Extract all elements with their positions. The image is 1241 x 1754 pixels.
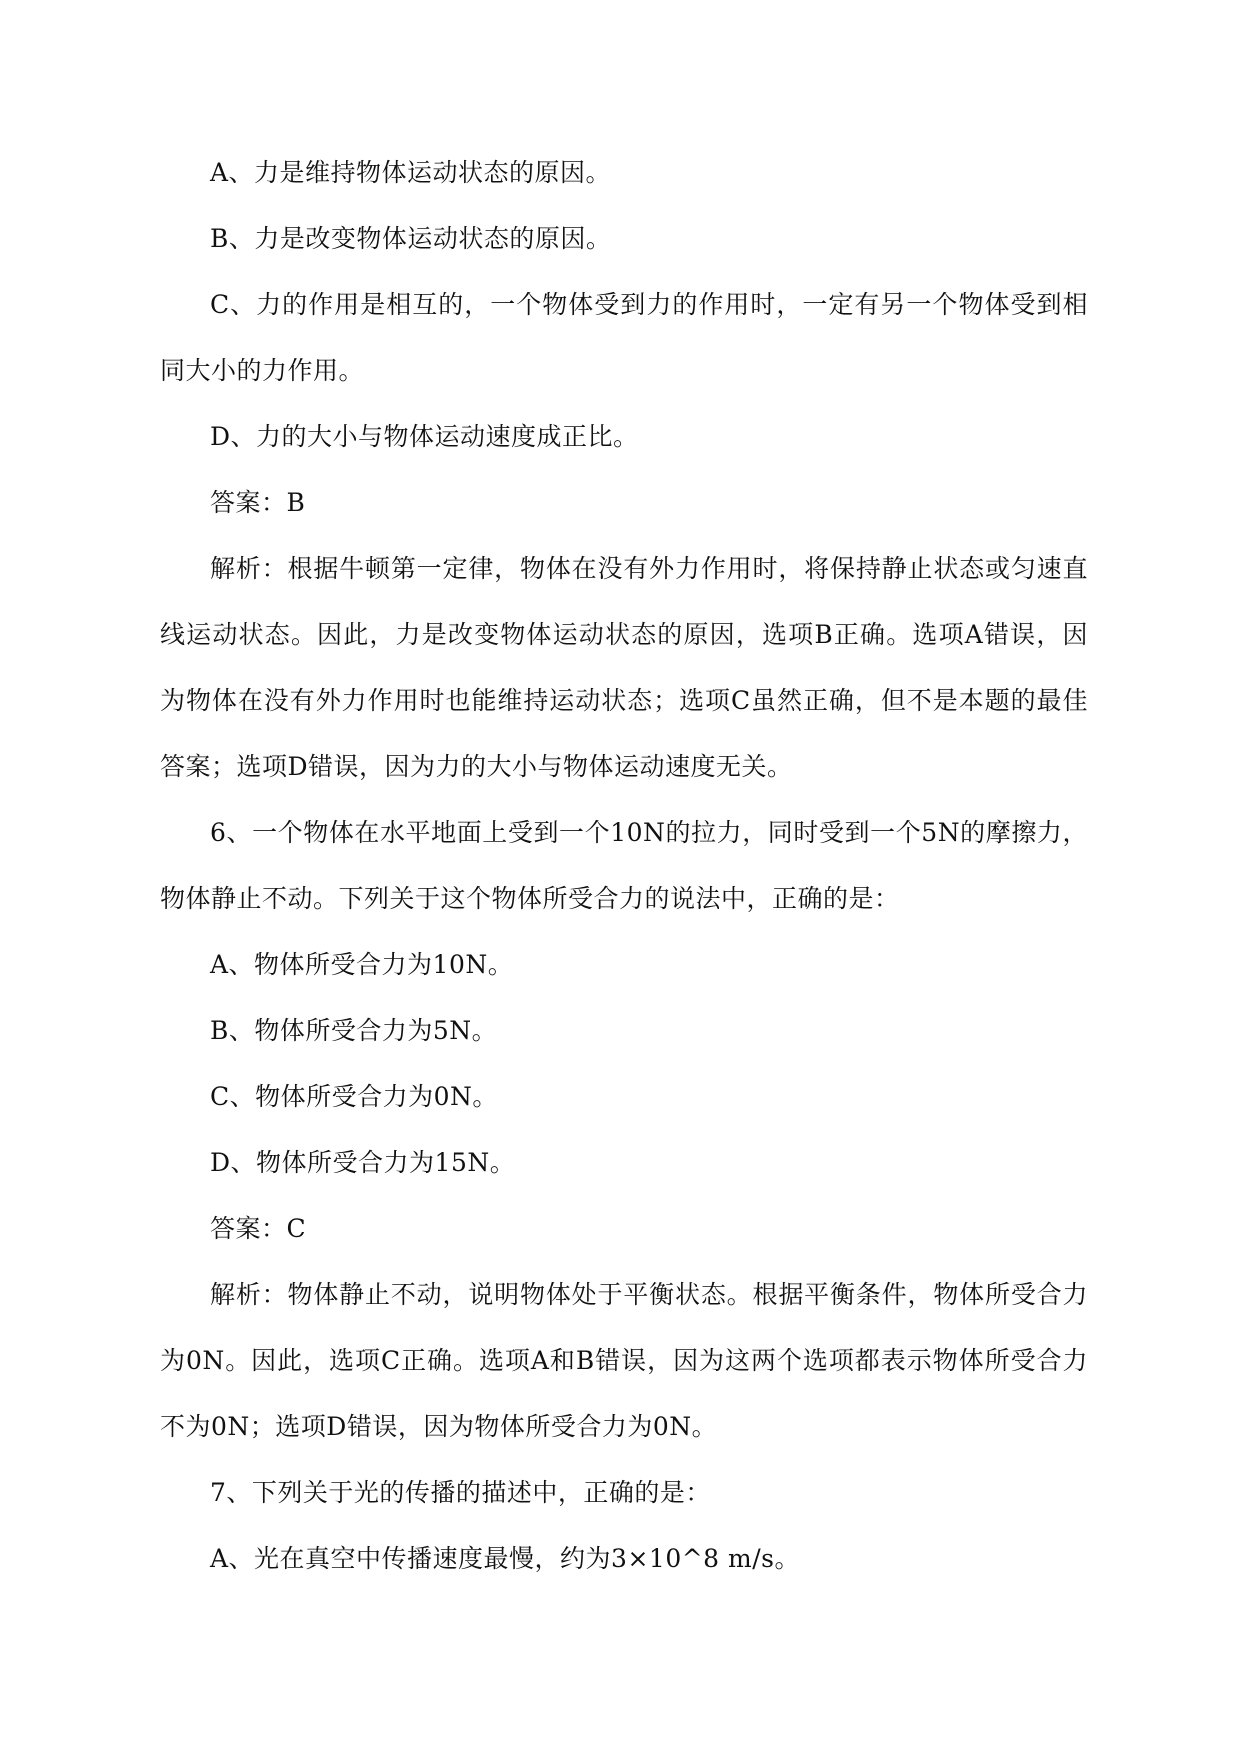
option-a-q6: A、物体所受合力为10N。 <box>210 950 514 979</box>
option-c-q6: C、物体所受合力为0N。 <box>210 1082 498 1111</box>
option-d-q6: D、物体所受合力为15N。 <box>210 1148 516 1177</box>
explanation-q5: 解析：根据牛顿第一定律，物体在没有外力作用时，将保持静止状态或匀速直线运动状态。因此，力是改变物体运动状态的原因，选项B正确。选项A错误，因为物体在没有外力作用时也能维持运动状态；选项C虽然正确，但不是本题的最佳答案；选项D错误，因为力的大小与物体运动速度无关。 <box>160 554 1088 781</box>
document-body <box>160 140 1088 1592</box>
explanation-q6: 解析：物体静止不动，说明物体处于平衡状态。根据平衡条件，物体所受合力为0N。因此，选项C正确。选项A和B错误，因为这两个选项都表示物体所受合力不为0N；选项D错误，因为物体所受合力为0N。 <box>160 1280 1088 1441</box>
option-a-q7: A、光在真空中传播速度最慢，约为3×10^8 m/s。 <box>210 1544 800 1573</box>
option-d-q5: D、力的大小与物体运动速度成正比。 <box>210 422 639 451</box>
option-a-q5: A、力是维持物体运动状态的原因。 <box>210 158 612 187</box>
answer-q5: 答案：B <box>210 488 306 517</box>
option-b-q6: B、物体所受合力为5N。 <box>210 1016 498 1045</box>
option-c-q5: C、力的作用是相互的，一个物体受到力的作用时，一定有另一个物体受到相同大小的力作用。 <box>160 290 1088 385</box>
question-7: 7、下列关于光的传播的描述中，正确的是： <box>210 1478 711 1507</box>
answer-q6: 答案：C <box>210 1214 307 1243</box>
question-6: 6、一个物体在水平地面上受到一个10N的拉力，同时受到一个5N的摩擦力，物体静止不动。下列关于这个物体所受合力的说法中，正确的是： <box>160 818 1088 913</box>
option-b-q5: B、力是改变物体运动状态的原因。 <box>210 224 612 253</box>
